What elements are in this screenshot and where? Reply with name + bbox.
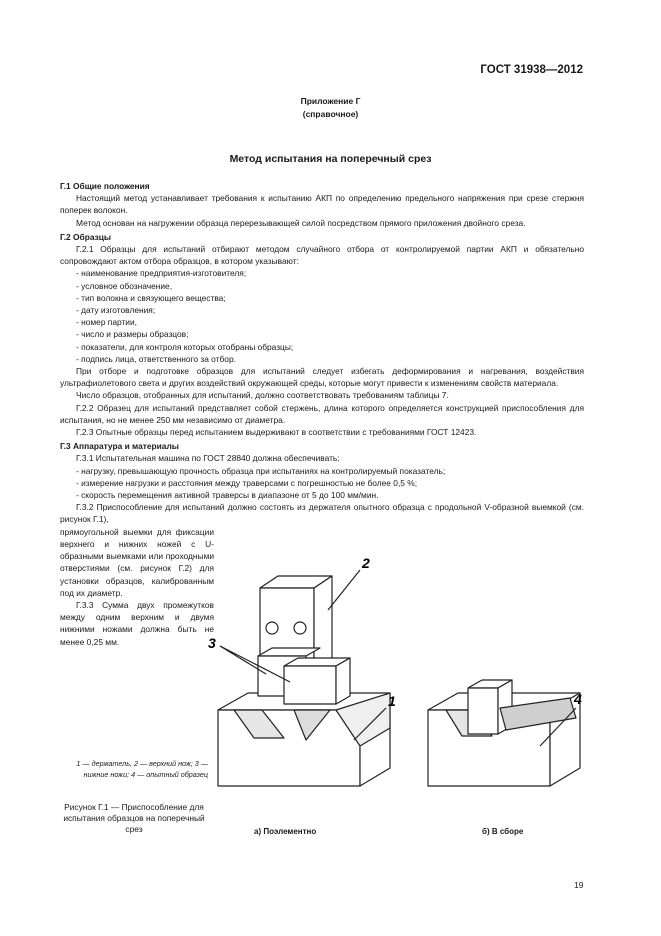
- callout-2: 2: [362, 555, 370, 571]
- section-heading-g1: Г.1 Общие положения: [60, 181, 150, 191]
- figure-illustration: [200, 548, 600, 848]
- figure-legend: 1 — держатель, 2 — верхний нож; 3 — нижние ножи; 4 — опытный образец: [76, 759, 208, 779]
- appendix-type: (справочное): [302, 109, 359, 119]
- paragraph: Г.3.3 Сумма двух промежутков между одним верхним и двумя нижними ножами должна быть не менее 0,25 мм.: [60, 599, 214, 647]
- list-item: - нагрузку, превышающую прочность образца при испытаниях на контролируемый показатель;: [76, 465, 446, 476]
- list-item: - скорость перемещения активной траверсы в диапазоне от 5 до 100 мм/мин.: [76, 490, 379, 501]
- paragraph: Г.3.2 Приспособление для испытаний должно состоять из держателя опытного образца с продольной V-образной выемкой (см. рисунок Г.1),: [60, 502, 584, 525]
- paragraph: Настоящий метод устанавливает требования к испытанию АКП по определению предельного напряжения при срезе стержня поперек волокон.: [60, 193, 584, 216]
- list-item: - дату изготовления;: [76, 305, 156, 316]
- list-item: - число и размеры образцов;: [76, 329, 189, 340]
- callout-4: 4: [574, 691, 582, 707]
- paragraph: При отборе и подготовке образцов для испытаний следует избегать деформирования и нагревания, воздействия ультрафиолетового света и других воздействий окружающей среды, которые могут привести к изменениям свойств материала.: [60, 366, 584, 389]
- list-item: - наименование предприятия-изготовителя;: [76, 268, 247, 279]
- paragraph: Число образцов, отобранных для испытаний, должно соответствовать требованиям таблицы 7.: [76, 390, 449, 401]
- callout-1: 1: [388, 693, 396, 709]
- paragraph-wrap: прямоугольной выемки для фиксации верхнего и нижних ножей с U-образными выемками или проходными отверстиями (см. рисунок Г.2) для установки образцов, калиброванным под их диаметр.: [60, 526, 214, 598]
- figure-caption: Рисунок Г.1 — Приспособление для испытания образцов на поперечный срез: [63, 802, 205, 834]
- assembled-fixture: [428, 680, 580, 786]
- list-item: - показатели, для контроля которых отобраны образцы;: [76, 341, 294, 352]
- callout-3: 3: [208, 635, 216, 651]
- lower-knives: [258, 648, 350, 704]
- paragraph: Г.2.3 Опытные образцы перед испытанием выдерживают в соответствии с требованиями ГОСТ 12423.: [76, 427, 477, 438]
- standard-number: ГОСТ 31938—2012: [480, 64, 583, 76]
- document-title: Метод испытания на поперечный срез: [229, 153, 432, 165]
- appendix-title: Приложение Г: [300, 96, 361, 106]
- subfigure-label-b: б) В сборе: [482, 827, 524, 836]
- paragraph: Г.2.1 Образцы для испытаний отбирают методом случайного отбора от контролируемой партии АКП и обязательно сопровождают актом отбора образцов, в котором указывают:: [60, 244, 584, 267]
- list-item: - измерение нагрузки и расстояния между траверсами с погрешностью не более 0,5 %;: [76, 477, 418, 488]
- subfigure-label-a: а) Поэлементно: [254, 827, 317, 836]
- section-heading-g2: Г.2 Образцы: [60, 231, 112, 242]
- section-heading-g3: Г.3 Аппаратура и материалы: [60, 441, 179, 452]
- holder-part-a: [218, 693, 390, 786]
- list-item: - условное обозначение,: [76, 280, 173, 291]
- list-item: - тип волокна и связующего вещества;: [76, 292, 226, 303]
- paragraph: Метод основан на нагружении образца перерезывающей силой посредством прямого приложения двойного среза.: [76, 217, 526, 228]
- list-item: - номер партии,: [76, 317, 137, 328]
- paragraph: Г.2.2 Образец для испытаний представляет собой стержень, длина которого определяется конструкцией приспособления для испытания, но не менее 250 мм независимо от диаметра.: [60, 402, 584, 425]
- page-number: 19: [574, 880, 584, 890]
- list-item: - подпись лица, ответственного за отбор.: [76, 353, 236, 364]
- paragraph: Г.3.1 Испытательная машина по ГОСТ 28840 должна обеспечивать:: [76, 453, 340, 464]
